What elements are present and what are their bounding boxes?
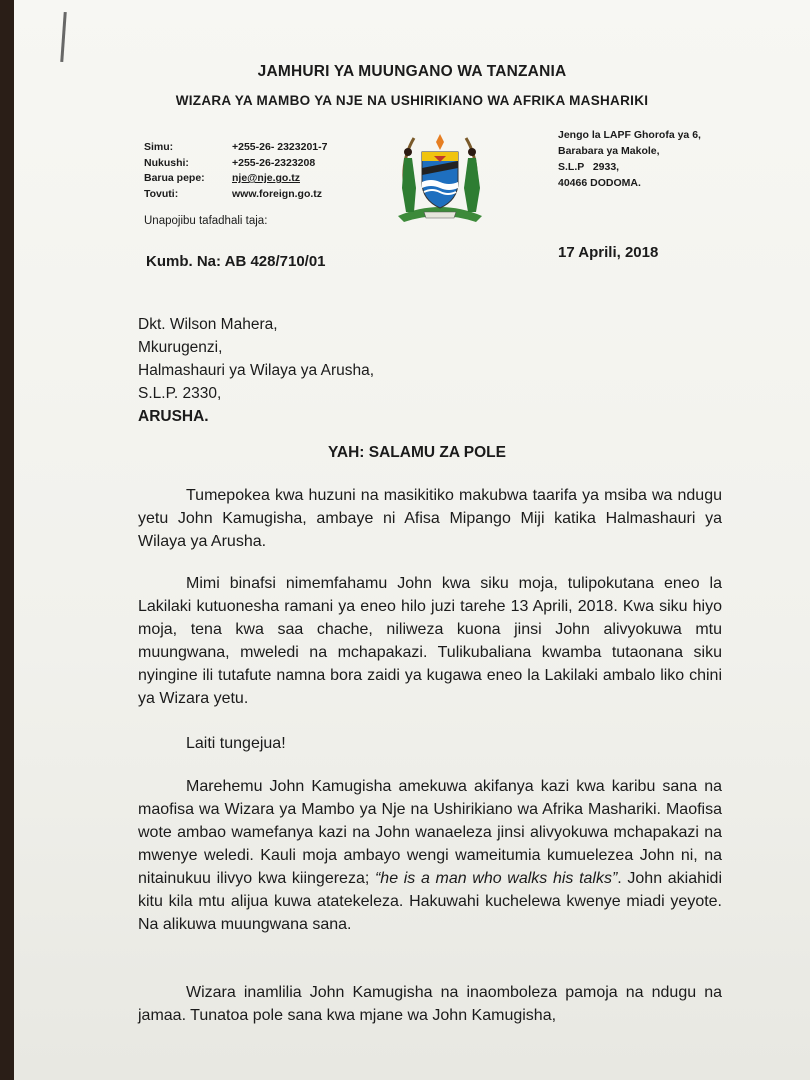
paragraph-4	[138, 775, 722, 936]
letter-date: 17 Aprili, 2018	[558, 244, 659, 261]
reply-note: Unapojibu tafadhali taja:	[144, 215, 268, 227]
paragraph-4-quote: “he is a man who walks his talks”	[374, 870, 618, 887]
email-value: nje@nje.go.tz	[232, 172, 300, 184]
paragraph-1	[138, 484, 722, 553]
country-heading: JAMHURI YA MUUNGANO WA TANZANIA	[257, 63, 567, 80]
contact-row-website	[144, 187, 327, 203]
website-label: Tovuti:	[144, 187, 179, 200]
recipient-line: Mkurugenzi,	[138, 339, 223, 356]
website-value: www.foreign.go.tz	[232, 187, 323, 200]
address-line: Barabara ya Makole,	[558, 145, 660, 157]
email-label: Barua pepe:	[144, 172, 205, 184]
recipient-line: S.L.P. 2330,	[138, 385, 222, 402]
paragraph-3-text: Laiti tungejua!	[186, 735, 286, 752]
recipient-line: Dkt. Wilson Mahera,	[138, 316, 278, 333]
address-block	[558, 127, 701, 191]
paragraph-1-text: Tumepokea kwa huzuni na masikitiko makubwa taarifa ya msiba wa ndugu yetu John Kamugisha, ambaye ni Afisa Mipango Miji katika Halmashauri ya Wilaya ya Arusha.	[138, 487, 722, 550]
paragraph-4-text-b: . John akiahidi kitu kila mtu alijua kuwa atatekeleza. Hakuwahi kuchelewa kwenye miadi yeyote. Na alikuwa muungwana sana.	[138, 870, 723, 933]
letter-page	[14, 0, 810, 1080]
phone-value: +255-26- 2323201-7	[232, 141, 328, 153]
paragraph-5-text: Wizara inamlilia John Kamugisha na inaomboleza pamoja na ndugu na jamaa. Tunatoa pole sana kwa mjane wa John Kamugisha,	[138, 984, 722, 1024]
paragraph-3	[138, 732, 722, 755]
pen-mark	[60, 12, 66, 62]
address-line: 40466 DODOMA.	[558, 177, 641, 189]
contact-row-fax	[144, 156, 327, 172]
contact-row-email	[144, 171, 327, 187]
ministry-heading: WIZARA YA MAMBO YA NJE NA USHIRIKIANO WA AFRIKA MASHARIKI	[175, 93, 649, 108]
paragraph-2	[138, 572, 722, 710]
subject-line: YAH: SALAMU ZA POLE	[328, 444, 506, 461]
address-line: S.L.P 2933,	[558, 161, 620, 173]
contact-row-phone	[144, 140, 327, 156]
reference-number: Kumb. Na: AB 428/710/01	[146, 253, 326, 270]
paragraph-2-text: Mimi binafsi nimemfahamu John kwa siku moja, tulipokutana eneo la Lakilaki kutuonesha ramani ya eneo hilo juzi tarehe 13 Aprili, 2018. Kwa siku hiyo moja, tena kwa saa chache, niliweza kuona jinsi John alivyokuwa mtu muungwana, mweledi na mchapakazi. Tulikubaliana kwamba tutaonana siku nyingine ili tutafute namna bora zaidi ya kugawa eneo la Lakilaki ambalo liko chini ya Wizara yetu.	[138, 575, 722, 707]
fax-value: +255-26-2323208	[232, 156, 316, 169]
coat-of-arms-emblem	[384, 128, 496, 224]
address-line: Jengo la LAPF Ghorofa ya 6,	[558, 129, 701, 141]
recipient-block	[138, 313, 374, 428]
recipient-line: Halmashauri ya Wilaya ya Arusha,	[138, 362, 375, 379]
contact-block	[144, 140, 327, 202]
paragraph-5	[138, 981, 722, 1027]
fax-label: Nukushi:	[144, 156, 189, 169]
phone-label: Simu:	[144, 141, 174, 153]
paragraph-4-text-a: Marehemu John Kamugisha amekuwa akifanya kazi kwa karibu sana na maofisa wa Wizara ya Mambo ya Nje na Ushirikiano wa Afrika Mashariki. Maofisa wote ambao wamefanya kazi na John wanaeleza jinsi alivyokuwa mchapakazi na mwenye weledi. Kauli moja ambayo wengi wameitumia kumuelezea John ni, na nitainukuu ilivyo kwa kiingereza;	[138, 778, 722, 887]
recipient-city: ARUSHA.	[138, 408, 209, 425]
